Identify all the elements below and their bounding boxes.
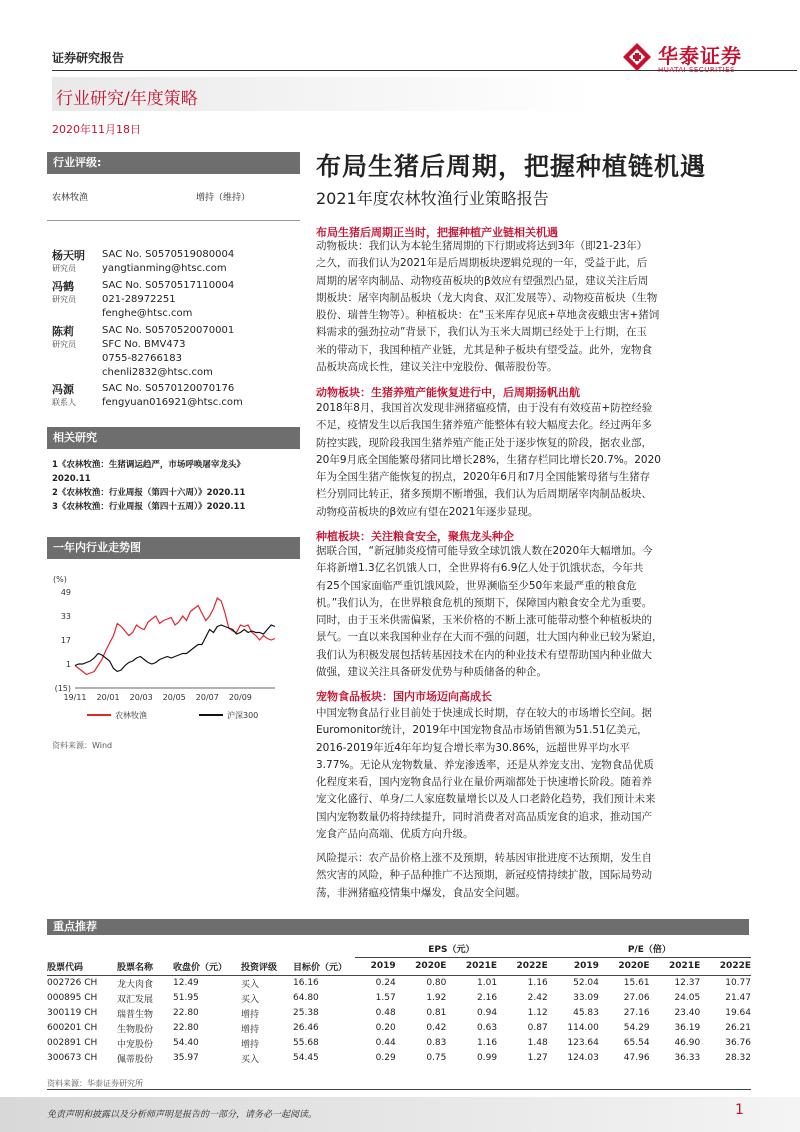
table-source: 资料来源：华泰证券研究所 (47, 1079, 143, 1088)
table-cell: 1.92 (426, 993, 447, 1003)
table-cell: 002726 CH (47, 978, 98, 988)
table-cell: 1.12 (527, 1008, 548, 1018)
table-cell: 1.57 (375, 993, 396, 1003)
body-line: 做强，建议关注具备研发优势与种质储备的种企。 (316, 666, 547, 679)
table-row (47, 1006, 751, 1021)
x-tick-label: 20/01 (96, 693, 120, 702)
section-body (316, 705, 748, 843)
table-cell: 0.94 (477, 1008, 498, 1018)
body-line: 料需求的强劲拉动”背景下，我们认为玉米大周期已经处于上行期，在玉 (316, 326, 647, 339)
table-cell: 65.54 (623, 1038, 650, 1048)
analyst-sfc: SFC No. BMV473 (102, 339, 186, 350)
analyst-role: 联系人 (52, 398, 76, 407)
table-cell: 0.48 (375, 1008, 396, 1018)
table-cell: 双汇发展 (117, 994, 154, 1005)
table-cell: 22.80 (173, 1008, 199, 1018)
body-line: 期板块：屠宰肉制品板块（龙大肉食、双汇发展等）、动物疫苗板块（生物 (316, 291, 658, 304)
table-cell: 45.83 (573, 1008, 599, 1018)
trend-chart (47, 570, 300, 730)
analyst-name: 冯鹤 (52, 280, 74, 293)
analyst-email: chenli2832@htsc.com (102, 367, 213, 378)
analyst-email: yangtianming@htsc.com (102, 263, 227, 274)
table-cell: 10.77 (725, 978, 751, 988)
body-line: 动物板块：我们认为本轮生猪周期的下行期或将达到3年（即21-23年） (316, 240, 648, 252)
table-cell: 36.76 (725, 1038, 751, 1048)
body-line: 股份、瑞普生物等）。种植板块：在“玉米库存见底+草地贪夜蛾虫害+猪饲 (316, 309, 660, 322)
table-cell: 2.42 (527, 993, 548, 1003)
report-date: 2020年11月18日 (52, 123, 141, 136)
analyst-email: fengyuan016921@htsc.com (102, 397, 243, 408)
body-line: 宠文化盛行、单身/二人家庭数量增长以及人口老龄化趋势，我们预计未来 (316, 793, 656, 806)
body-line: 宠食产品向高端、优质方向升级。 (316, 828, 474, 841)
table-cell: 0.44 (375, 1038, 396, 1048)
related-item[interactable]: 1《农林牧渔：生猪调运趋严，市场呼唤屠宰龙头》 (52, 460, 245, 470)
analyst-role: 研究员 (52, 295, 76, 304)
body-line: 之久，而我们认为2021年是后周期板块逻辑兑现的一年，受益于此，后 (316, 257, 648, 270)
table-cell: 0.42 (426, 1023, 447, 1033)
body-line: 中国宠物食品行业目前处于快速成长时期，存在较大的市场增长空间。据 (316, 707, 652, 719)
body-line: 荡，非洲猪瘟疫情集中爆发，食品安全问题。 (316, 886, 526, 899)
related-item[interactable]: 3《农林牧渔：行业周报（第四十五周）》2020.11 (52, 502, 246, 512)
table-cell: 26.46 (293, 1023, 319, 1033)
disclaimer-band (0, 1097, 800, 1132)
table-cell: 增持 (241, 1039, 260, 1050)
body-line: 周期的屠宰肉制品、动物疫苗板块的β效应有望强烈凸显，建议关注后周 (316, 274, 649, 287)
body-line: 然灾害的风险，种子品种推广不达预期，新冠疫情持续扩散，国际局势动 (316, 869, 652, 882)
related-heading: 相关研究 (47, 427, 300, 449)
sidebar-divider (47, 220, 300, 221)
table-cell: 16.16 (293, 978, 319, 988)
table-cell: 1.27 (527, 1053, 548, 1063)
table-cell: 36.19 (674, 1023, 701, 1033)
table-cell: 1.16 (477, 1038, 498, 1048)
column-header: 2022E (719, 961, 751, 972)
analyst-sac: SAC No. S0570517110004 (102, 280, 235, 291)
body-line: 不足，疫情发生以后我国生猪养殖产能整体有较大幅度去化。经过两年多 (316, 419, 652, 432)
x-tick-label: 20/07 (195, 693, 219, 702)
table-cell: 1.01 (477, 978, 498, 988)
series-line (75, 598, 275, 675)
doc-type: 证券研究报告 (52, 51, 125, 65)
body-line: Euromonitor统计，2019年中国宠物食品市场销售额为51.51亿美元， (316, 724, 648, 737)
table-cell: 51.95 (173, 993, 199, 1003)
footer-rule (47, 1089, 751, 1090)
body-line: 有25个国家面临严重饥饿风险，世界濒临至少50年来最严重的粮食危 (316, 579, 637, 592)
table-cell: 佩蒂股份 (117, 1054, 154, 1065)
y-tick-label: 17 (60, 636, 71, 645)
table-cell: 28.32 (725, 1053, 751, 1063)
body-line: 防控实践，现阶段我国生猪养殖产能正处于逐步恢复的阶段，据农业部， (316, 436, 652, 449)
analyst-sac: SAC No. S0570520070001 (102, 325, 235, 336)
section-heading: 布局生猪后周期正当时，把握种植产业链相关机遇 (316, 226, 558, 239)
section-heading: 宠物食品板块：国内市场迈向高成长 (316, 690, 492, 703)
column-header: 2021E (669, 961, 701, 972)
rating-heading: 行业评级: (47, 152, 300, 174)
table-cell: 123.64 (567, 1038, 599, 1048)
table-cell: 12.37 (674, 978, 701, 988)
table-cell: 300119 CH (47, 1008, 98, 1018)
table-cell: 22.80 (173, 1023, 199, 1033)
analyst-email: fenghe@htsc.com (102, 308, 193, 319)
eps-header: EPS（元） (355, 940, 548, 958)
section-body (316, 543, 748, 681)
column-header: 收盘价（元） (173, 962, 228, 973)
table-cell: 0.87 (527, 1023, 548, 1033)
table-cell: 54.40 (173, 1038, 199, 1048)
table-cell: 买入 (241, 979, 260, 990)
body-line: 3.77%。无论从宠物数量、养宠渗透率，还是从养宠支出、宠物食品优质 (316, 758, 654, 771)
section-body (316, 400, 748, 521)
table-row (47, 1021, 751, 1036)
table-row (47, 975, 751, 991)
body-line: 风险提示：农产品价格上涨不及预期，转基因审批进度不达预期，发生自 (316, 852, 652, 864)
table-cell: 47.96 (623, 1053, 650, 1063)
picks-table (47, 940, 751, 1066)
trend-heading: 一年内行业走势图 (47, 537, 300, 559)
table-cell: 114.00 (567, 1023, 599, 1033)
body-line: 动物疫苗板块的β效应有望在2021年逐步显现。 (316, 505, 539, 518)
table-cell: 52.04 (573, 978, 599, 988)
y-tick-label: 1 (65, 660, 71, 669)
body-line: 米的带动下，我国种植产业链，尤其是种子板块有望受益。此外，宠物食 (316, 343, 652, 356)
related-list (52, 458, 302, 514)
table-cell: 1.48 (527, 1038, 548, 1048)
table-cell: 54.29 (623, 1023, 650, 1033)
logo-mark-icon (622, 42, 652, 72)
table-cell: 0.24 (375, 978, 396, 988)
table-cell: 300673 CH (47, 1053, 98, 1063)
table-cell: 中宠股份 (117, 1039, 154, 1050)
logo-text-en: HUATAI SECURITIES (658, 66, 735, 74)
column-header: 2019 (370, 961, 396, 972)
y-tick-label: 33 (60, 612, 71, 621)
column-header: 2019 (573, 961, 599, 972)
column-header: 股票代码 (47, 962, 84, 973)
column-header: 2021E (465, 961, 498, 972)
disclaimer-text: 免责声明和披露以及分析师声明是报告的一部分，请务必一起阅读。 (47, 1110, 318, 1120)
body-line: 栏分别同比转正，猪多预期不断增强，我们认为后周期屠宰肉制品板块、 (316, 488, 652, 501)
legend-label: 沪深300 (227, 711, 259, 720)
rating-industry: 农林牧渔 (52, 193, 89, 203)
table-cell: 21.47 (725, 993, 751, 1003)
related-item[interactable]: 2《农林牧渔：行业周报（第四十六周）》2020.11 (52, 488, 246, 498)
report-category: 行业研究/年度策略 (56, 89, 198, 109)
table-row (47, 1051, 751, 1066)
table-cell: 15.61 (623, 978, 650, 988)
body-line: 我们认为积极发展包括转基因技术在内的种业技术有望帮助国内种业做大 (316, 648, 652, 661)
report-subtitle: 2021年度农林牧渔行业策略报告 (316, 189, 549, 208)
table-cell: 000895 CH (47, 993, 98, 1003)
table-cell: 35.97 (173, 1053, 199, 1063)
table-cell: 600201 CH (47, 1023, 98, 1033)
table-cell: 27.06 (623, 993, 650, 1003)
chart-source: 资料来源：Wind (52, 741, 113, 750)
table-cell: 生物股份 (117, 1024, 154, 1035)
body-line: 国内宠物数量仍将持续提升，同时消费者对高品质宠食的追求，推动国产 (316, 810, 652, 823)
analyst-phone: 0755-82766183 (102, 353, 182, 364)
column-header: 2020E (618, 961, 650, 972)
table-cell: 0.29 (375, 1053, 396, 1063)
analyst-name: 陈莉 (52, 325, 74, 338)
section-heading: 种植板块：关注粮食安全，聚焦龙头种企 (316, 530, 514, 543)
table-cell: 26.21 (725, 1023, 751, 1033)
analyst-name: 杨天明 (52, 249, 85, 262)
table-cell: 买入 (241, 994, 260, 1005)
risk-notice (316, 850, 748, 902)
body-line: 2016-2019年近4年年均复合增长率为30.86%，远超世界平均水平 (316, 741, 630, 754)
table-cell: 0.81 (426, 1008, 447, 1018)
analyst-sac: SAC No. S0570120070176 (102, 383, 235, 394)
section-body (316, 238, 748, 376)
y-axis-unit: (%) (53, 575, 67, 584)
table-row (47, 1036, 751, 1051)
table-cell: 增持 (241, 1024, 260, 1035)
table-cell: 46.90 (674, 1038, 701, 1048)
table-cell: 64.80 (293, 993, 319, 1003)
body-line: 品板块高成长性，建议关注中宠股份、佩蒂股份等。 (316, 361, 558, 374)
x-tick-label: 20/05 (162, 693, 186, 702)
y-tick-label: 49 (60, 588, 71, 597)
column-header: 2020E (415, 961, 447, 972)
body-line: 机。”我们认为，在世界粮食危机的预期下，保障国内粮食安全尤为重要。 (316, 596, 653, 609)
table-cell: 25.38 (293, 1008, 319, 1018)
section-heading: 动物板块：生猪养殖产能恢复进行中，后周期扬帆出航 (316, 386, 580, 399)
body-line: 年为全国生猪产能恢复的拐点，2020年6月和7月全国能繁母猪与生猪存 (316, 471, 651, 484)
body-line: 据联合国，“新冠肺炎疫情可能导致全球饥饿人数在2020年大幅增加。今 (316, 545, 653, 557)
analyst-sac: SAC No. S0570519080004 (102, 249, 235, 260)
x-tick-label: 20/09 (228, 693, 252, 702)
table-cell: 0.83 (426, 1038, 447, 1048)
table-cell: 19.64 (725, 1008, 751, 1018)
picks-heading: 重点推荐 (47, 919, 749, 935)
table-cell: 36.33 (674, 1053, 701, 1063)
table-cell: 54.45 (293, 1053, 319, 1063)
analyst-role: 研究员 (52, 264, 76, 273)
column-header: 目标价（元） (293, 962, 348, 973)
body-line: 20年9月底全国能繁母猪同比增长28%，生猪存栏同比增长20.7%。2020 (316, 453, 661, 466)
column-header: 2022E (516, 961, 548, 972)
report-title: 布局生猪后周期，把握种植链机遇 (316, 152, 707, 181)
table-cell: 2.16 (477, 993, 498, 1003)
column-header: 股票名称 (117, 962, 154, 973)
analyst-phone: 021-28972251 (102, 294, 176, 305)
body-line: 同时，由于玉米供需偏紧，玉米价格的不断上涨可能带动整个种植板块的 (316, 614, 652, 627)
table-cell: 27.16 (623, 1008, 650, 1018)
table-cell: 增持 (241, 1009, 260, 1020)
page-number: 1 (735, 1102, 744, 1118)
body-line: 化程度来看，国内宠物食品行业在量价两端都处于快速增长阶段。随着养 (316, 776, 652, 789)
y-tick-label: (15) (54, 684, 71, 693)
company-logo (622, 42, 792, 76)
pe-header: P/E（倍） (548, 940, 751, 958)
table-cell: 0.75 (426, 1053, 447, 1063)
table-cell: 龙大肉食 (117, 979, 154, 990)
table-cell: 23.40 (674, 1008, 701, 1018)
table-cell: 002891 CH (47, 1038, 98, 1048)
table-cell: 0.63 (477, 1023, 498, 1033)
legend-label: 农林牧渔 (115, 711, 147, 720)
related-item: 2020.11 (52, 474, 91, 484)
table-row (47, 991, 751, 1006)
x-tick-label: 20/03 (129, 693, 153, 702)
table-cell: 12.49 (173, 978, 199, 988)
analyst-role: 研究员 (52, 340, 76, 349)
body-line: 2018年8月，我国首次发现非洲猪瘟疫情，由于没有有效疫苗+防控经验 (316, 402, 653, 414)
rating-value: 增持（维持） (196, 193, 251, 203)
analyst-name: 冯源 (52, 383, 74, 396)
table-cell: 55.68 (293, 1038, 319, 1048)
table-cell: 1.16 (527, 978, 548, 988)
logo-text-cn: 华泰证券 (658, 44, 742, 68)
table-cell: 瑞普生物 (117, 1009, 154, 1020)
table-cell: 124.03 (567, 1053, 599, 1063)
series-line (75, 625, 275, 672)
x-tick-label: 19/11 (63, 693, 87, 702)
table-cell: 0.80 (426, 978, 447, 988)
table-cell: 24.05 (674, 993, 701, 1003)
table-cell: 33.09 (573, 993, 599, 1003)
table-cell: 0.20 (375, 1023, 396, 1033)
table-cell: 买入 (241, 1054, 260, 1065)
column-header: 投资评级 (241, 962, 278, 973)
body-line: 年将新增1.3亿名饥饿人口，全世界将有6.9亿人处于饥饿状态，今年共 (316, 562, 644, 575)
body-line: 景气。一直以来我国种业存在大而不强的问题，壮大国内种业已较为紧迫， (316, 631, 663, 644)
table-cell: 0.99 (477, 1053, 498, 1063)
